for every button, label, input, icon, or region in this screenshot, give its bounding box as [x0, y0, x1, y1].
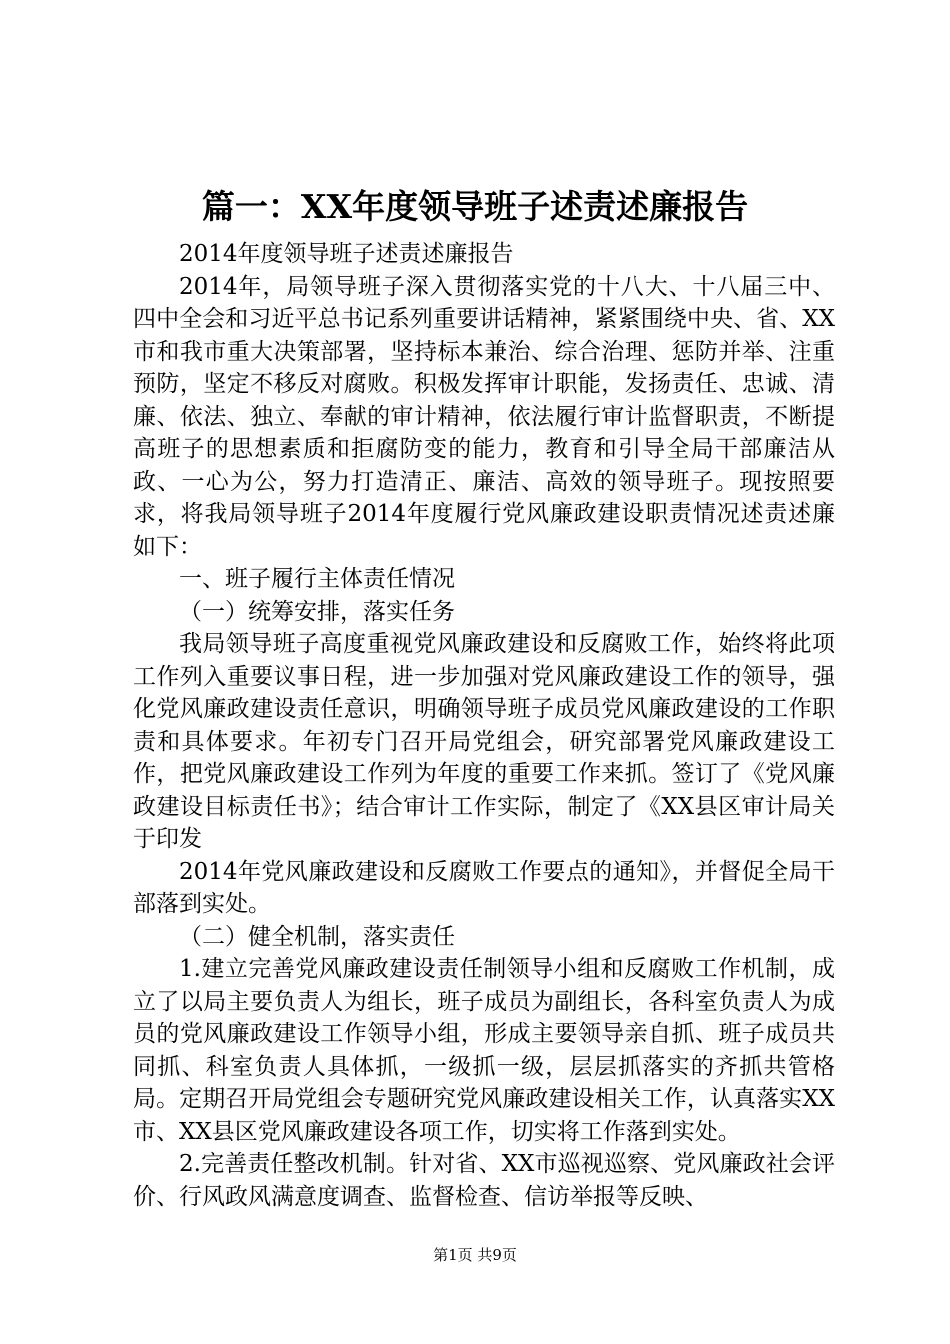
- paragraph-notice-continuation: 2014年党风廉政建设和反腐败工作要点的通知》，并督促全局干部落到实处。: [133, 858, 835, 917]
- section-heading-1: 一、班子履行主体责任情况: [179, 566, 455, 592]
- paragraph-planning: 我局领导班子高度重视党风廉政建设和反腐败工作，始终将此项工作列入重要议事日程，进一步加强对党风廉政建设工作的领导，强化党风廉政建设责任意识，明确领导班子成员党风廉政建设的工作职责和具体要求。年初专门召开局党组会，研究部署党风廉政建设工作，把党风廉政建设工作列为年度的重要工作来抓。签订了《党风廉政建设目标责任书》；结合审计工作实际，制定了《XX县区审计局关于印发: [133, 631, 835, 852]
- paragraph-report-heading: 2014年度领导班子述责述廉报告: [179, 241, 514, 267]
- paragraph-intro: 2014年，局领导班子深入贯彻落实党的十八大、十八届三中、四中全会和习近平总书记系列重要讲话精神，紧紧围绕中央、省、XX市和我市重大决策部署，坚持标本兼治、综合治理、惩防并举、注重预防，坚定不移反对腐败。积极发挥审计职能，发扬责任、忠诚、清廉、依法、独立、奉献的审计精神，依法履行审计监督职责，不断提高班子的思想素质和拒腐防变的能力，教育和引导全局干部廉洁从政、一心为公，努力打造清正、廉洁、高效的领导班子。现按照要求，将我局领导班子2014年度履行党风廉政建设职责情况述责述廉如下：: [133, 273, 835, 560]
- paragraph-item-1: 1.建立完善党风廉政建设责任制领导小组和反腐败工作机制，成立了以局主要负责人为组长，班子成员为副组长，各科室负责人为成员的党风廉政建设工作领导小组，形成主要领导亲自抓、班子成员共同抓、科室负责人具体抓，一级抓一级，层层抓落实的齐抓共管格局。定期召开局党组会专题研究党风廉政建设相关工作，认真落实XX市、XX县区党风廉政建设各项工作，切实将工作落到实处。: [133, 956, 835, 1145]
- page-number-footer: 第1页 共9页: [433, 1246, 517, 1264]
- subsection-heading-2: （二）健全机制，落实责任: [179, 923, 455, 950]
- subsection-heading-1: （一）统筹安排，落实任务: [179, 598, 455, 625]
- paragraph-item-2: 2.完善责任整改机制。针对省、XX市巡视巡察、党风廉政社会评价、行风政风满意度调查、监督检查、信访举报等反映、: [133, 1151, 835, 1210]
- document-title: 篇一：XX年度领导班子述责述廉报告: [201, 187, 749, 226]
- document-body: [133, 238, 835, 1213]
